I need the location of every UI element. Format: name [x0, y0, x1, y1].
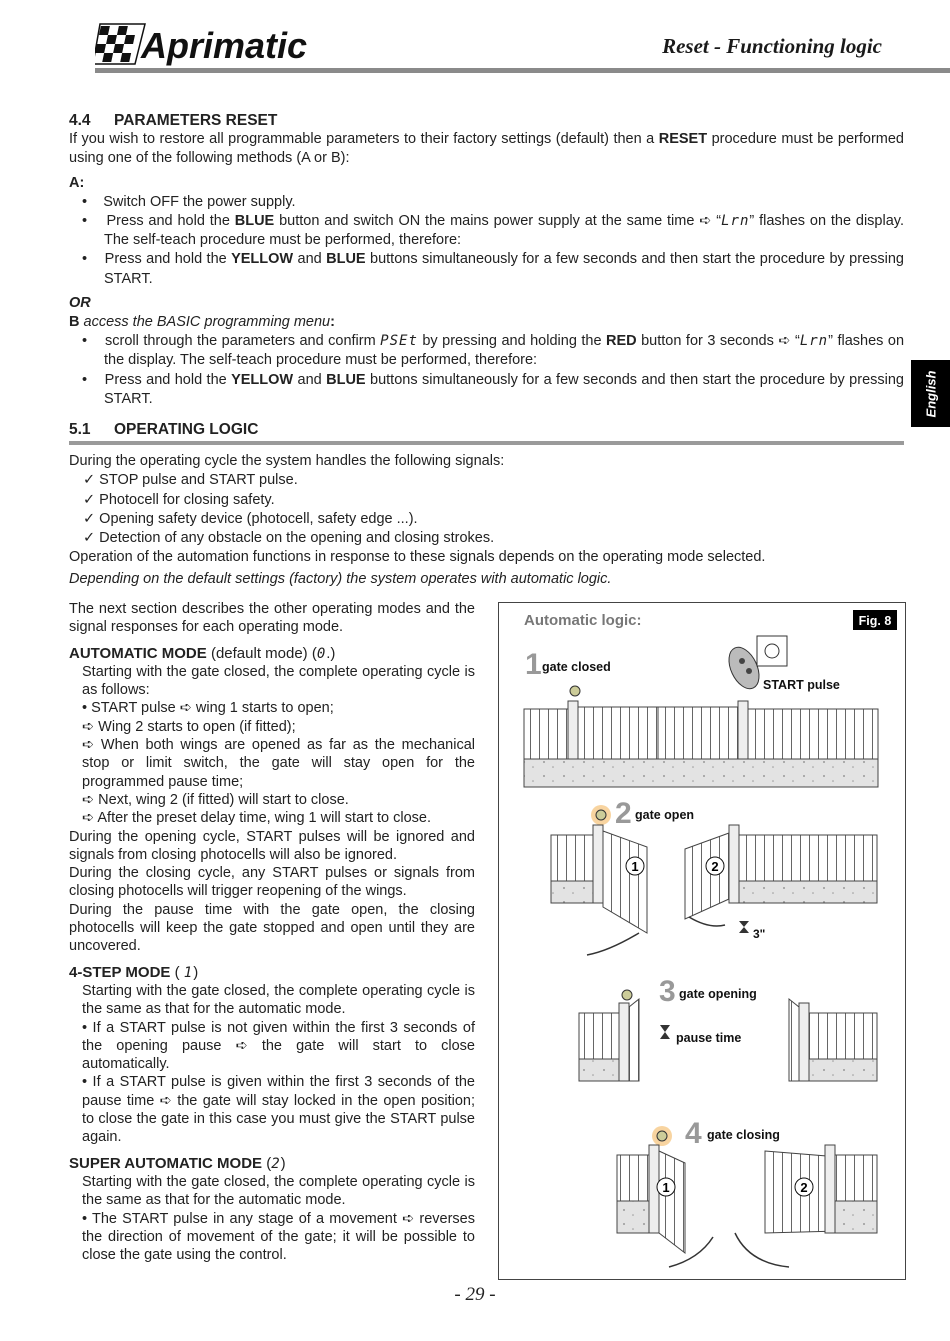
default-note: Depending on the default settings (factory) the system operates with automatic logic.: [69, 571, 612, 588]
or-label: OR: [69, 294, 91, 311]
logo-wordmark: Aprimatic: [141, 25, 308, 66]
auto-paragraph: During the pause time with the gate open, the closing photocells will keep the gate stopped and open until they are uncovered.: [69, 901, 475, 955]
step-number: 3: [659, 975, 676, 1008]
wing-number: 1: [662, 1180, 670, 1195]
flashing-light-icon: [570, 686, 580, 696]
modes-column: [69, 600, 475, 1264]
step-label: gate opening: [679, 987, 757, 1001]
flashing-light-icon: [591, 805, 611, 825]
wing-number: 1: [631, 859, 639, 874]
lcd-pset: PSEt: [380, 333, 418, 350]
page-number: - 29 -: [454, 1284, 496, 1305]
method-a-step-3: • Press and hold the YELLOW and BLUE buttons simultaneously for a few seconds and then start the procedure by pressing START.: [82, 251, 904, 287]
figure-heading: Automatic logic:: [524, 612, 642, 629]
lcd-lrn: Lrn: [721, 213, 750, 230]
auto-line: ➪ Wing 2 starts to open (if fitted);: [82, 718, 296, 735]
super-line: • The START pulse in any stage of a movement ➪ reverses the direction of movement of the gate; it will be possible to close the gate using the control.: [82, 1210, 475, 1264]
section-5-1-heading: 5.1 OPERATING LOGIC: [69, 421, 259, 439]
auto-line: ➪ Next, wing 2 (if fitted) will start to close.: [82, 791, 349, 808]
hourglass-icon: [660, 1025, 670, 1039]
step-label: gate closed: [542, 660, 611, 674]
method-b-label: B access the BASIC programming menu:: [69, 314, 335, 331]
arrow-icon: ➪: [778, 333, 791, 350]
auto-line: ➪ After the preset delay time, wing 1 will start to close.: [82, 810, 432, 827]
signal-item: ✓ Photocell for closing safety.: [83, 491, 275, 508]
operation-note: Operation of the automation functions in response to these signals depends on the operating mode selected.: [69, 549, 766, 566]
main-text: [69, 111, 904, 590]
method-b-step-1: • scroll through the parameters and confirm PSEt by pressing and holding the RED button for 3 seconds ➪ “Lrn” flashes on the display. The self-teach procedure must be performed, therefore:: [82, 333, 905, 369]
closing-gate-drawing: [617, 1145, 877, 1267]
fig-label: Fig. 8: [858, 614, 892, 628]
page-header-title: Reset - Functioning logic: [662, 34, 882, 58]
closed-gate-drawing: [524, 686, 878, 787]
method-a-step-1: • Switch OFF the power supply.: [82, 193, 296, 210]
super-automatic-mode-heading: SUPER AUTOMATIC MODE (2): [69, 1154, 286, 1172]
automatic-mode-heading: AUTOMATIC MODE (default mode) (0.): [69, 644, 336, 662]
step-number: 4: [685, 1117, 702, 1150]
step-label: gate closing: [707, 1128, 780, 1142]
step4-line: Starting with the gate closed, the complete operating cycle is the same as that for the automatic mode.: [82, 982, 475, 1018]
pause-time-label: pause time: [676, 1031, 742, 1045]
step-label: gate open: [635, 808, 695, 822]
reset-intro: If you wish to restore all programmable parameters to their factory settings (default) then a RESET procedure must be performed using one of the following methods (A or B):: [69, 131, 904, 167]
figure-8-gate-logic: [498, 602, 906, 1280]
super-line: Starting with the gate closed, the complete operating cycle is the same as that for the automatic mode.: [82, 1173, 475, 1209]
method-a-label: A:: [69, 174, 85, 191]
checkered-flag-icon: [95, 24, 145, 64]
step-number: 2: [615, 797, 632, 830]
method-a-step-2: • Press and hold the BLUE button and switch ON the mains power supply at the same time ➪ “Lrn” flashes on the display. The self-teach procedure must be performed, therefore:: [82, 213, 904, 249]
next-section-text: The next section describes the other operating modes and the signal responses for each operating mode.: [69, 601, 475, 636]
auto-line: Starting with the gate closed, the complete operating cycle is as follows:: [82, 663, 475, 699]
section-4-4-heading: [69, 111, 904, 130]
flashing-light-icon: [652, 1126, 672, 1146]
step-number: 1: [525, 648, 542, 681]
section-number: 4.4: [69, 112, 91, 129]
open-gate-drawing: [551, 825, 877, 955]
three-seconds-label: 3": [753, 927, 766, 941]
signal-item: ✓ STOP pulse and START pulse.: [83, 472, 298, 489]
language-tab: [911, 360, 950, 427]
auto-paragraph: During the opening cycle, START pulses will be ignored and signals from closing photocells will also be ignored.: [69, 828, 475, 863]
signal-item: ✓ Detection of any obstacle on the opening and closing strokes.: [83, 530, 495, 547]
arrow-icon: ➪: [699, 213, 712, 230]
aprimatic-logo: [95, 16, 325, 74]
auto-line: • START pulse ➪ wing 1 starts to open;: [82, 700, 334, 717]
section-title: PARAMETERS RESET: [114, 112, 278, 129]
hourglass-icon: [739, 921, 749, 933]
auto-paragraph: During the closing cycle, any START pulses or signals from closing photocells will trigger reopening of the wings.: [69, 865, 475, 900]
method-b-step-2: • Press and hold the YELLOW and BLUE buttons simultaneously for a few seconds and then start the procedure by pressing START.: [82, 371, 904, 407]
wing-number: 2: [800, 1180, 808, 1195]
start-pulse-label: START pulse: [763, 678, 840, 692]
signals-intro: During the operating cycle the system handles the following signals:: [69, 453, 505, 470]
signal-item: ✓ Opening safety device (photocell, safety edge ...).: [83, 510, 418, 527]
section-rule: [69, 441, 904, 445]
wing-number: 2: [711, 859, 719, 874]
lcd-lrn: Lrn: [799, 333, 829, 350]
language-label: English: [923, 370, 938, 417]
header-rule: [95, 68, 950, 73]
auto-line: ➪ When both wings are opened as far as the mechanical stop or limit switch, the gate will stay open for the programmed pause time;: [82, 737, 475, 790]
step4-line: • If a START pulse is given within the first 3 seconds of the pause time ➪ the gate will stay locked in the open position; to close the gate in this case you must give the START pulse again.: [82, 1074, 475, 1146]
four-step-mode-heading: 4-STEP MODE ( 1): [69, 963, 199, 981]
step4-line: • If a START pulse is not given within the first 3 seconds of the opening pause ➪ the gate will start to close automatically.: [82, 1019, 475, 1073]
